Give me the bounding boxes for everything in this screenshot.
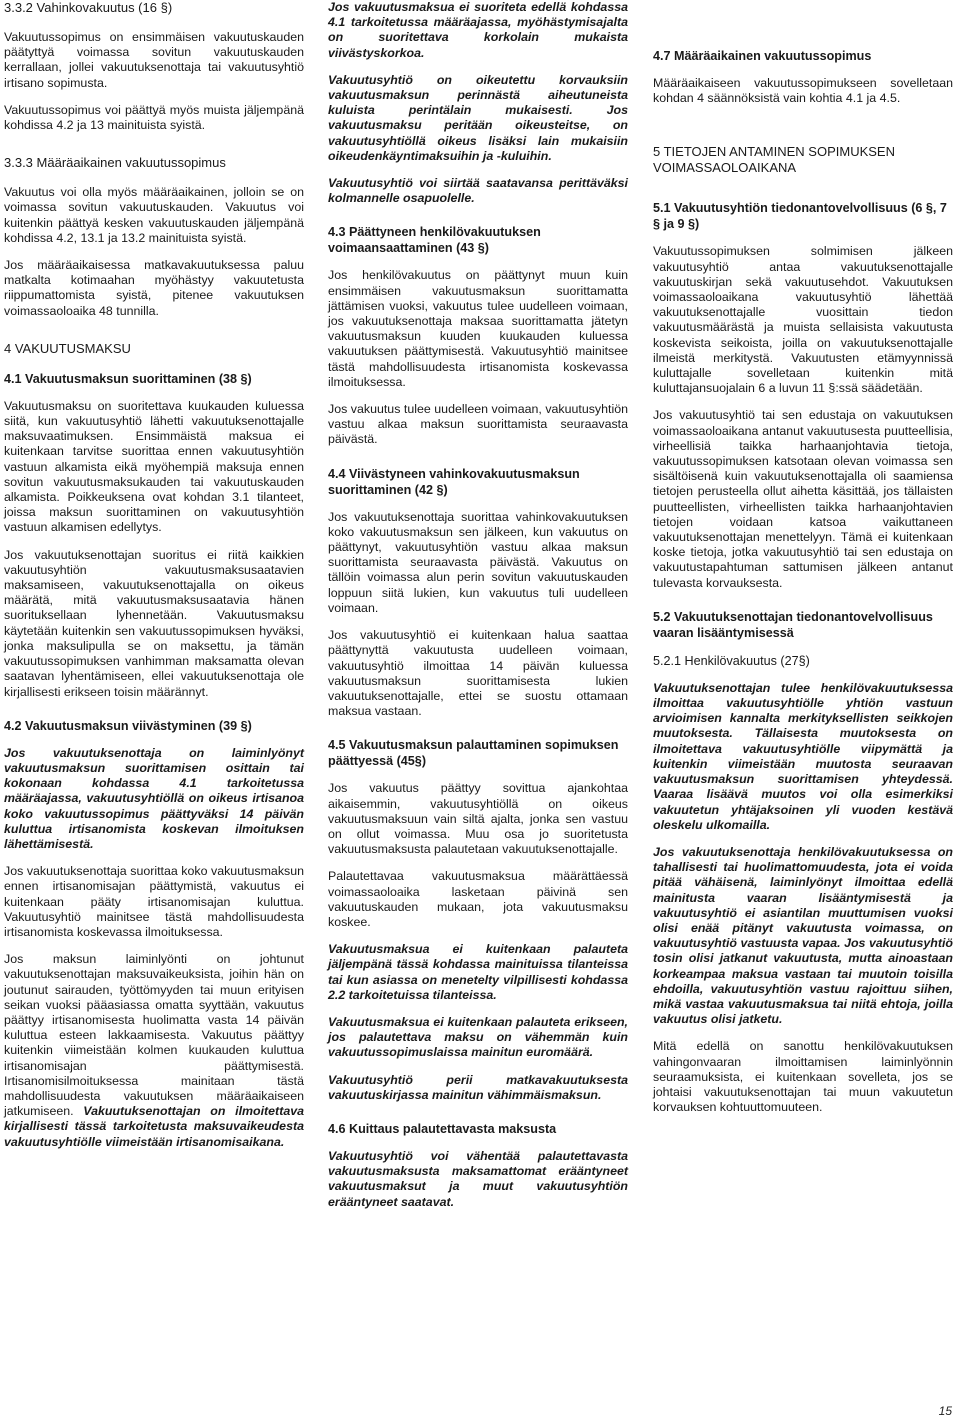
paragraph-emphasis: Vakuutusyhtiö voi siirtää saatavansa perittäväksi kolmannelle osapuolelle. (328, 176, 628, 206)
heading-4-6: 4.6 Kuittaus palautettavasta maksusta (328, 1121, 557, 1136)
heading-5-2: 5.2 Vakuutuksenottajan tiedonantovelvollisuus vaaran lisääntymisessä (653, 609, 933, 640)
paragraph: Jos vakuutuksenottaja suorittaa koko vakuutusmaksun ennen irtisanomisajan päättymistä, vakuutus ei kuitenkaan pääty irtisanomisajan kuluttua. Vakuutusyhtiö mainitsee tästä mahdollisuudesta irtisanomista koskevassa ilmoituksessa. (4, 864, 304, 939)
paragraph-emphasis: Jos vakuutuksenottaja on laiminlyönyt vakuutusmaksun suorittamisen osittain tai kokonaan kohdassa 4.1 tarkoitetussa määräajassa, vakuutusyhtiöllä on oikeus irtisanoa koko vakuutussopimus päättyväksi 14 päivän kuluttua irtisanomista koskevan ilmoituksen lähettämisestä. (4, 745, 304, 851)
paragraph: Mitä edellä on sanottu henkilövakuutuksen vahingonvaaran ilmoittamisen laiminlyönnin seuraamuksista, ei kuitenkaan sovelleta, jos se johtaisi vakuutuksenottajan tai muun vakuutetun korvauksen kohtuuttomuuteen. (653, 1039, 953, 1115)
paragraph-text: Jos maksun laiminlyönti on johtunut vakuutuksenottajan maksuvaikeuksista, joihin hän on joutunut sairauden, työttömyyden tai muun erityisen seikan vuoksi pääasiassa omatta syyttään, vakuutus päättyy irtisanomisesta huolimatta vasta 14 päivän kuluttua esteen lakkaamisesta. Vakuutus päättyy kuitenkin viimeistään kolmen kuukauden kuluttua irtisanomisajan päättymisestä. Irtisanomisilmoituksessa mainitaan tästä mahdollisuudesta vakuutuksen määräaikaiseen jatkumiseen. (4, 952, 304, 1119)
column-right (653, 0, 953, 1127)
heading-4-5: 4.5 Vakuutusmaksun palauttaminen sopimuksen päättyessä (45§) (328, 738, 619, 769)
paragraph: Vakuutusmaksu on suoritettava kuukauden kuluessa siitä, kun vakuutusyhtiö lähetti vakuutuksenottajalle maksuvaatimuksen. Ensimmäistä maksua ei kuitenkaan tarvitse suorittaa ennen vakuutusyhtiön vastuun alkamista eikä myöhempiä maksuja ennen sovitun vakuutusmaksukauden tai vakuutuskauden alkamista. Poikkeuksena ovat kohdan 3.1 tilanteet, joissa maksun suorittaminen on vakuutusyhtiön vastuun alkamisen edellytys. (4, 398, 304, 535)
paragraph-emphasis: Vakuutusyhtiö perii matkavakuutuksesta vakuutuskirjassa mainitun vähimmäismaksun. (328, 1072, 628, 1102)
heading-4-7: 4.7 Määräaikainen vakuutussopimus (653, 49, 872, 63)
paragraph: Jos vakuutus tulee uudelleen voimaan, vakuutusyhtiön vastuu alkaa maksun suorittamista seuraavasta päivästä. (328, 402, 628, 447)
paragraph: Jos vakuutusyhtiö ei kuitenkaan halua saattaa päättynyttä vakuutusta uudelleen voimaan, vakuutusyhtiö ilmoittaa 14 päivän kuluessa vakuutusmaksun suorittamisesta lukien vakuutuksenottajalle, ettei se suostu ottamaan maksua vastaan. (328, 628, 628, 719)
page-number: 15 (938, 1404, 952, 1418)
paragraph-emphasis: Vakuutusmaksua ei kuitenkaan palauteta jäljempänä tässä kohdassa mainituissa tilanteissa tai kun asiassa on menetelty vilpillisesti kohdassa 2.2 tarkoitetuissa tilanteissa. (328, 942, 628, 1002)
column-middle (328, 0, 628, 1222)
paragraph: Vakuutussopimus on ensimmäisen vakuutuskauden päätyttyä voimassa sovitun vakuutuskauden kerrallaan, jollei vakuutuksenottaja tai vakuutusyhtiö irtisano sopimusta. (4, 30, 304, 90)
paragraph-emphasis: Jos vakuutusmaksua ei suoriteta edellä kohdassa 4.1 tarkoitetussa määräajassa, myöhästymisajalta on suoritettava korkolain mukaista viivästyskorkoa. (328, 0, 628, 60)
heading-4-2: 4.2 Vakuutusmaksun viivästyminen (39 §) (4, 718, 252, 733)
heading-5: 5 TIETOJEN ANTAMINEN SOPIMUKSEN VOIMASSAOLOAIKANA (653, 144, 895, 176)
paragraph-emphasis: Vakuutusyhtiö voi vähentää palautettavasta vakuutusmaksusta maksamattomat erääntyneet vakuutusmaksut ja muut vakuutusyhtiön erääntyneet saatavat. (328, 1148, 628, 1209)
paragraph-emphasis: Vakuutusyhtiö on oikeutettu korvauksiin vakuutusmaksun perinnästä aiheutuneista kuluista perintälain mukaisesti. Jos vakuutusmaksu peritään oikeusteitse, on vakuutusyhtiöllä oikeus lisäksi lain mukaisiin oikeudenkäyntimaksuihin ja -kuluihin. (328, 72, 628, 163)
paragraph: Jos henkilövakuutus on päättynyt muun kuin ensimmäisen vakuutusmaksun suorittamatta jättämisen vuoksi, vakuutus tulee uudelleen voimaan, jos vakuutuksenottaja maksaa suorittamatta jätetyn vakuutusmaksun kuuden kuukauden kuluessa vakuutuksen päättymisestä. Vakuutusyhtiö mainitsee tästä mahdollisuudesta irtisanomista koskevassa ilmoituksessa. (328, 268, 628, 389)
paragraph: Vakuutussopimus voi päättyä myös muista jäljempänä kohdissa 4.2 ja 13 mainituista syistä. (4, 102, 304, 133)
paragraph: Vakuutus voi olla myös määräaikainen, jolloin se on voimassa sovitun vakuutuskauden. Vakuutus voi kuitenkin päättyä kesken vakuutuskauden jäljempänä kohdissa 4.2, 13.1 ja 13.2 mainituista syistä. (4, 185, 304, 245)
heading-4-4: 4.4 Viivästyneen vahinkovakuutusmaksun suorittaminen (42 §) (328, 466, 580, 497)
heading-4-3: 4.3 Päättyneen henkilövakuutuksen voimaansaattaminen (43 §) (328, 225, 541, 256)
paragraph: Jos vakuutus päättyy sovittua ajankohtaa aikaisemmin, vakuutusyhtiöllä on oikeus vakuutusmaksuun vain siltä ajalta, jonka sen vastuu on ollut voimassa. Muu osa jo suoritetusta vakuutusmaksusta palautetaan vakuutuksenottajalle. (328, 781, 628, 857)
heading-5-2-1: 5.2.1 Henkilövakuutus (27§) (653, 653, 810, 668)
heading-3-3-2: 3.3.2 Vahinkovakuutus (16 §) (4, 0, 173, 15)
heading-3-3-3: 3.3.3 Määräaikainen vakuutussopimus (4, 155, 226, 171)
paragraph-emphasis: Vakuutuksenottajan tulee henkilövakuutuksessa ilmoittaa vakuutusyhtiölle yhtiön vastuun arvioimisen kannalta merkityksellisten seikkojen muutoksesta. Tällaisesta muutoksesta on ilmoitettava vakuutusyhtiölle viipymättä ja kuitenkin viimeistään muutosta seuraavan vakuutusmaksun suorittamisen yhteydessä. Vaaraa lisäävä muutos voi olla esimerkiksi vakuutetun yhtäjaksoinen yli vuoden kestävä oleskelu ulkomailla. (653, 680, 953, 832)
paragraph-emphasis: Vakuutusmaksua ei kuitenkaan palauteta erikseen, jos palautettava maksu on vähemmän kuin vakuutussopimuslaissa mainitun euromäärä. (328, 1014, 628, 1060)
paragraph: Jos vakuutusyhtiö tai sen edustaja on vakuutuksen voimassaoloaikana antanut vakuutusesta puutteellisia, virheellisiä taikka harhaanjohtavia tietoja, vakuutussopimuksen katsotaan olevan voimassa sen sisältöisenä kuin vakuutuksenottajalla oli saamiensa tietojen perusteella ollut aihetta käsittää, jos tällaisten puutteellisten, virheellisten taikka harhaanjohtavien tietojen voidaan katsoa vaikuttaneen vakuutuksenottajan menettelyyn. Tämä ei kuitenkaan koske tietoja, jotka vakuutusyhtiö tai sen edustaja on vakuutustapahtuman sattumisen jälkeen antanut tulevasta korvauksesta. (653, 408, 953, 590)
paragraph-emphasis: Jos vakuutuksenottaja henkilövakuutuksessa on tahallisesti tai huolimattomuudesta, jota ei voida pitää vähäisenä, laiminlyönyt ilmoittaa edellä mainitusta vaaran lisääntymisestä ja vakuutusyhtiö ei asiantilan muuttumisen vuoksi olisi enää pitänyt vakuutusta voimassa, on vakuutusyhtiö vastuusta vapaa. Jos vakuutusyhtiö tosin olisi jatkanut vakuutusta, mutta ainoastaan korkeampaa maksua vastaan tai muutoin toisilla ehdoilla, vakuutusyhtiön vastuu rajoittuu siihen, mikä vastaa vakuutusmaksua tai niitä ehtoja, joilla vakuutus olisi jatketu. (653, 844, 953, 1027)
heading-4-1: 4.1 Vakuutusmaksun suorittaminen (38 §) (4, 371, 252, 386)
paragraph (4, 952, 304, 1150)
paragraph: Jos määräaikaisessa matkavakuutuksessa paluu matkalta kotimaahan myöhästyy vakuutetusta riippumattomista syistä, pitenee vakuutuksen voimassaoloaika 48 tunnilla. (4, 258, 304, 318)
paragraph: Palautettavaa vakuutusmaksua määrättäessä voimassaoloaika lasketaan päivinä sen vakuutuskauden mukaan, jota vakuutusmaksu koskee. (328, 869, 628, 929)
paragraph: Vakuutussopimuksen solmimisen jälkeen vakuutusyhtiö antaa vakuutuksenottajalle vakuutuskirjan sekä vakuutusehdot. Vakuutuksen voimassaoloaikana vakuutusyhtiö lähettää vakuutuksenottajalle vuosittain tiedon vakuutusmäärästä ja muista sellaisista vakuutusta koskevista seikoista, joilla on vakuutuksenottajalle ilmeistä merkitystä. Vakuutusten etämyynnissä kuluttajalle sovelletaan kuitenkin mitä kuluttajansuojalain 6 a luvun 11 §:ssä säädetään. (653, 244, 953, 396)
heading-4: 4 VAKUUTUSMAKSU (4, 340, 131, 356)
paragraph-emphasis: Vakuutuksenottajan on ilmoitettava kirjallisesti tässä tarkoitetusta maksuvaikeudesta vakuutusyhtiölle viimeistään irtisanomisaikana. (4, 1104, 304, 1149)
heading-5-1: 5.1 Vakuutusyhtiön tiedonantovelvollisuus (6 §, 7 § ja 9 §) (653, 201, 947, 232)
column-left (4, 0, 304, 1150)
paragraph: Jos vakuutuksenottajan suoritus ei riitä kaikkien vakuutusyhtiön vakuutusmaksusaatavien maksamiseen, vakuutuksenottajalla on oikeus määrätä, mitä vakuutusmaksusaatavia hänen suorituksellaan lyhennetään. Vakuutusmaksu käytetään kuitenkin sen vakuutussopimuksen hyväksi, jonka maksulipulla se on maksettu, ja tämän vakuutussopimuksen vanhimman maksamatta olevan saatavan lyhentämiseen, ellei vakuutuksenottaja ole kirjallisesti erikseen toisin määrännyt. (4, 547, 304, 699)
paragraph: Jos vakuutuksenottaja suorittaa vahinkovakuutuksen koko vakuutusmaksun sen jälkeen, kun vakuutus on päättynyt, vakuutusyhtiön vastuu alkaa maksun suorittamista seuraavasta päivästä. Vakuutus on tällöin voimassa alun perin sovitun vakuutuskauden loppuun siitä lukien, kun vakuutus tuli uudelleen voimaan. (328, 509, 628, 615)
paragraph: Määräaikaiseen vakuutussopimukseen sovelletaan kohdan 4 säännöksistä vain kohtia 4.1 ja 4.5. (653, 76, 953, 106)
